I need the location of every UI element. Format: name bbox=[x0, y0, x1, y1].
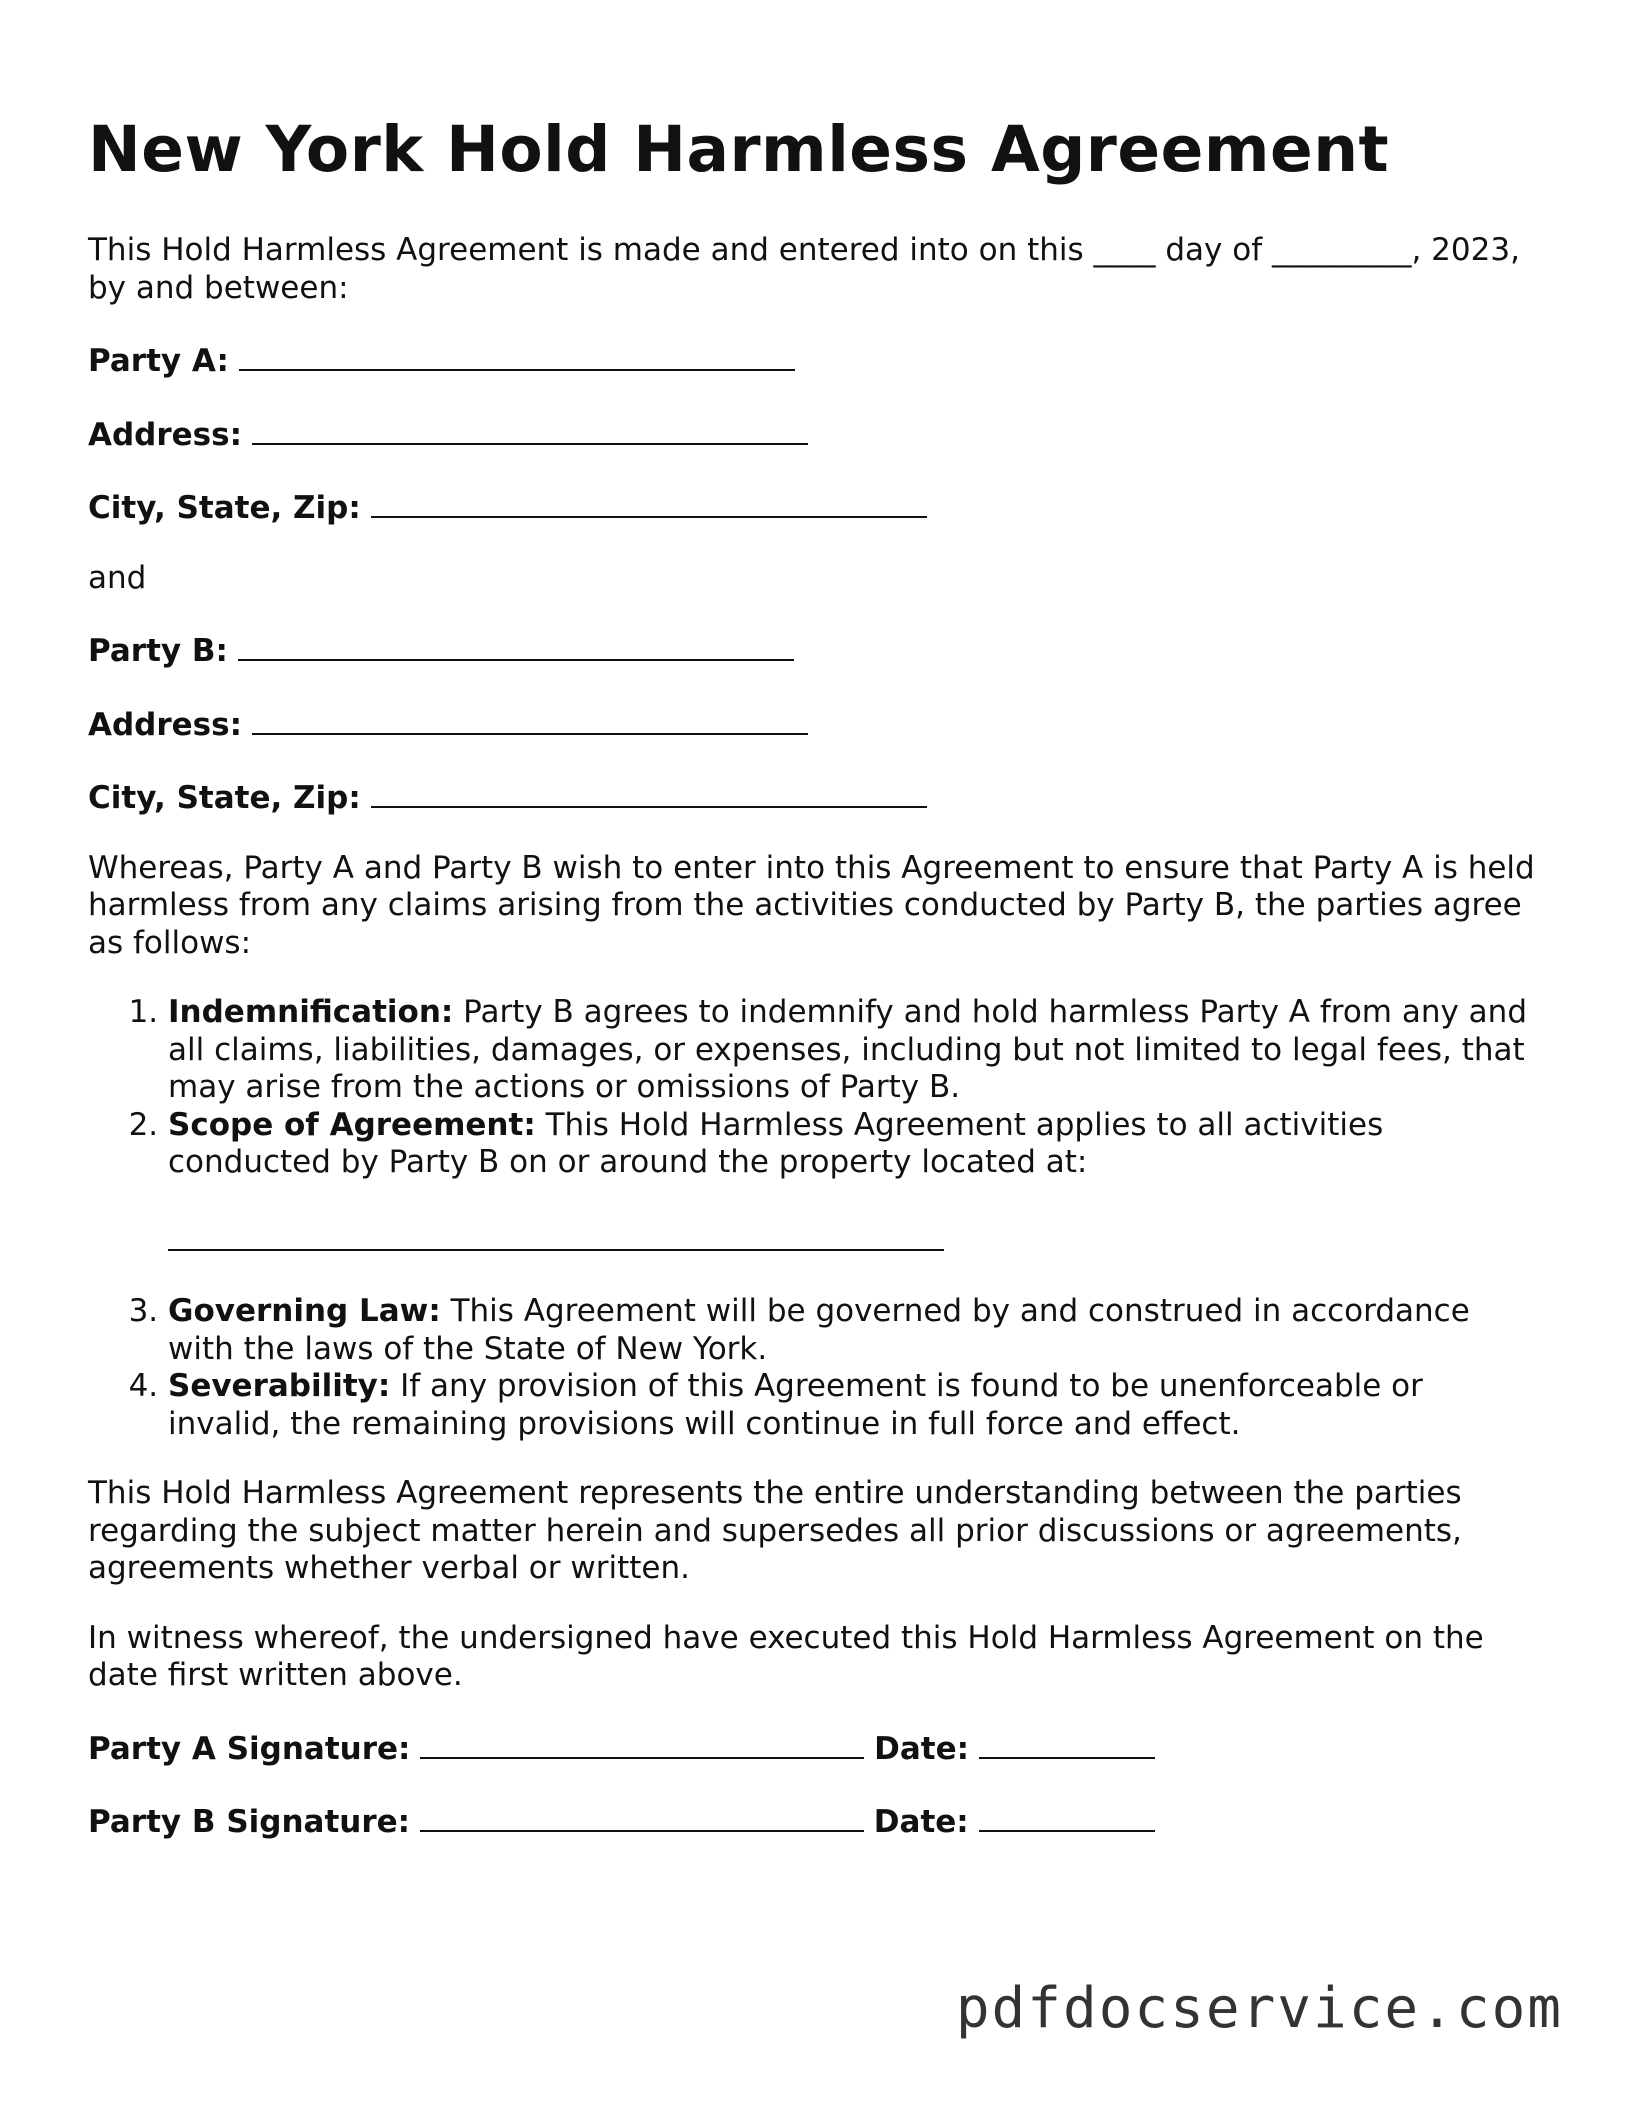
property-address-field[interactable] bbox=[168, 1219, 1538, 1257]
date-line[interactable] bbox=[979, 1800, 1155, 1832]
clauses-list bbox=[88, 994, 1538, 1443]
signature-line[interactable] bbox=[420, 1727, 864, 1759]
field-label: Party A: bbox=[88, 343, 229, 379]
list-item bbox=[168, 1107, 1538, 1257]
blank-line[interactable] bbox=[238, 629, 794, 661]
blank-line[interactable] bbox=[371, 776, 927, 808]
witness-paragraph: In witness whereof, the undersigned have executed this Hold Harmless Agreement on the date first written above. bbox=[88, 1619, 1484, 1693]
page-title: New York Hold Harmless Agreement bbox=[88, 113, 1390, 186]
signature-label: Party A Signature: bbox=[88, 1730, 411, 1767]
clause-term: Governing Law: bbox=[168, 1293, 441, 1329]
watermark: pdfdocservice.com bbox=[955, 1976, 1563, 2041]
signature-line[interactable] bbox=[420, 1800, 864, 1832]
blank-line[interactable] bbox=[168, 1219, 944, 1251]
clause-text: This Hold Harmless Agreement applies to all activities conducted by Party B on or around the property located at: bbox=[168, 1106, 1384, 1180]
clause-term: Indemnification: bbox=[168, 994, 454, 1030]
signature-label: Party B Signature: bbox=[88, 1804, 411, 1840]
party-a-address-field[interactable] bbox=[88, 413, 1538, 455]
party-a-signature-row[interactable] bbox=[88, 1727, 1538, 1769]
blank-line[interactable] bbox=[371, 486, 927, 518]
list-item bbox=[168, 1368, 1538, 1443]
party-b-name-field[interactable] bbox=[88, 629, 1538, 671]
party-a-name-field[interactable] bbox=[88, 339, 1538, 381]
date-line[interactable] bbox=[979, 1727, 1155, 1759]
closing-paragraph: This Hold Harmless Agreement represents the entire understanding between the parties regarding the subject matter herein and supersedes all prior discussions or agreements, agreements whether verbal or written. bbox=[88, 1475, 1462, 1586]
party-b-city-field[interactable] bbox=[88, 776, 1538, 818]
clause-term: Severability: bbox=[168, 1368, 391, 1404]
field-label: Address: bbox=[88, 416, 242, 453]
field-label: Party B: bbox=[88, 633, 228, 669]
agreement-page bbox=[88, 112, 1538, 1874]
intro-paragraph: This Hold Harmless Agreement is made and entered into on this ____ day of _________, 2023, by and between: bbox=[88, 232, 1520, 306]
party-b-address-field[interactable] bbox=[88, 703, 1538, 745]
list-item bbox=[168, 994, 1538, 1107]
date-label: Date: bbox=[873, 1804, 969, 1840]
date-label: Date: bbox=[874, 1730, 970, 1767]
party-b-signature-row[interactable] bbox=[88, 1800, 1538, 1842]
whereas-paragraph: Whereas, Party A and Party B wish to enter into this Agreement to ensure that Party A is held harmless from any claims arising from the activities conducted by Party B, the parties agree as follows: bbox=[88, 849, 1535, 961]
blank-line[interactable] bbox=[252, 413, 808, 445]
clause-text: This Agreement will be governed by and construed in accordance with the laws of the State of New York. bbox=[168, 1293, 1470, 1367]
party-a-city-field[interactable] bbox=[88, 486, 1538, 528]
clause-text: If any provision of this Agreement is found to be unenforceable or invalid, the remaining provisions will continue in full force and effect. bbox=[168, 1368, 1423, 1442]
field-label: City, State, Zip: bbox=[88, 490, 361, 526]
field-label: Address: bbox=[88, 706, 242, 743]
clause-term: Scope of Agreement: bbox=[168, 1106, 536, 1143]
list-item bbox=[168, 1293, 1538, 1368]
field-label: City, State, Zip: bbox=[88, 780, 361, 816]
clause-text: Party B agrees to indemnify and hold harmless Party A from any and all claims, liabilities, damages, or expenses, including but not limited to legal fees, that may arise from the actions or omissions of Party B. bbox=[168, 994, 1528, 1105]
blank-line[interactable] bbox=[239, 339, 795, 371]
blank-line[interactable] bbox=[252, 703, 808, 735]
and-text: and bbox=[88, 559, 147, 596]
